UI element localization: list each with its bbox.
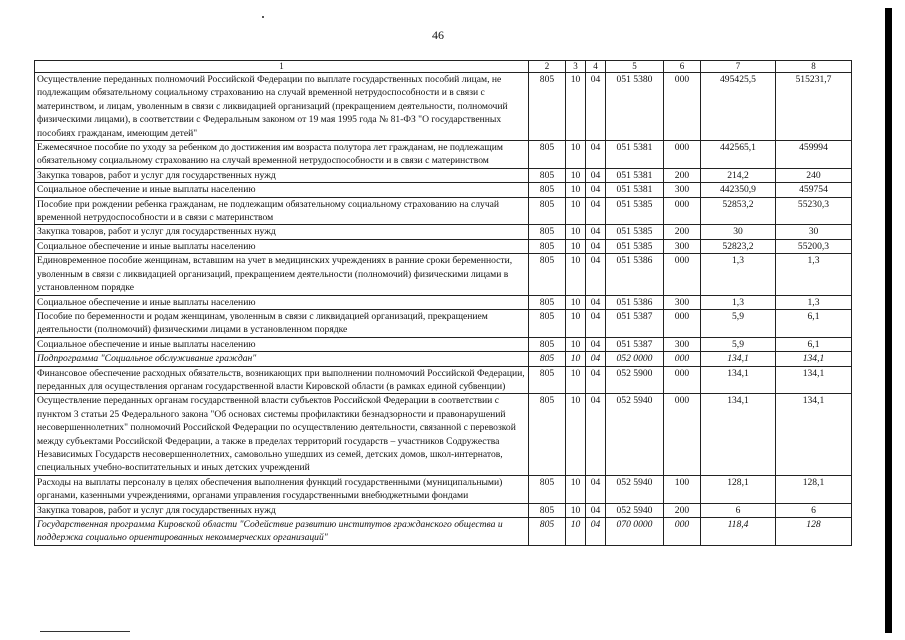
target-article-cell: 051 5387 bbox=[606, 337, 664, 351]
section-cell: 10 bbox=[566, 254, 586, 295]
amount-2015-cell: 30 bbox=[776, 225, 852, 239]
amount-2014-cell: 128,1 bbox=[701, 475, 776, 503]
expense-type-cell: 300 bbox=[664, 337, 701, 351]
subsection-cell: 04 bbox=[586, 225, 606, 239]
amount-2015-cell: 1,3 bbox=[776, 254, 852, 295]
expense-type-cell: 000 bbox=[664, 197, 701, 225]
subsection-cell: 04 bbox=[586, 197, 606, 225]
expense-type-cell: 200 bbox=[664, 168, 701, 182]
row-name-cell: Закупка товаров, работ и услуг для государственных нужд bbox=[35, 225, 529, 239]
target-article-cell: 052 0000 bbox=[606, 352, 664, 366]
amount-2014-cell: 134,1 bbox=[701, 394, 776, 475]
amount-2014-cell: 214,2 bbox=[701, 168, 776, 182]
section-cell: 10 bbox=[566, 239, 586, 253]
table-row bbox=[35, 503, 852, 517]
amount-2014-cell: 442350,9 bbox=[701, 183, 776, 197]
expense-type-cell: 300 bbox=[664, 295, 701, 309]
admin-code-cell: 805 bbox=[529, 394, 566, 475]
table-row bbox=[35, 168, 852, 182]
amount-2015-cell: 55200,3 bbox=[776, 239, 852, 253]
amount-2014-cell: 1,3 bbox=[701, 254, 776, 295]
row-name-cell: Подпрограмма "Социальное обслуживание граждан" bbox=[35, 352, 529, 366]
section-cell: 10 bbox=[566, 168, 586, 182]
amount-2014-cell: 134,1 bbox=[701, 352, 776, 366]
expense-type-cell: 100 bbox=[664, 475, 701, 503]
table-row bbox=[35, 337, 852, 351]
amount-2015-cell: 1,3 bbox=[776, 295, 852, 309]
target-article-cell: 052 5940 bbox=[606, 475, 664, 503]
amount-2015-cell: 134,1 bbox=[776, 366, 852, 394]
admin-code-cell: 805 bbox=[529, 73, 566, 141]
table-row bbox=[35, 309, 852, 337]
admin-code-cell: 805 bbox=[529, 366, 566, 394]
amount-2014-cell: 134,1 bbox=[701, 366, 776, 394]
row-name-cell: Социальное обеспечение и иные выплаты населению bbox=[35, 239, 529, 253]
target-article-cell: 070 0000 bbox=[606, 518, 664, 546]
amount-2014-cell: 495425,5 bbox=[701, 73, 776, 141]
amount-2014-cell: 118,4 bbox=[701, 518, 776, 546]
expense-type-cell: 000 bbox=[664, 141, 701, 169]
column-header: 6 bbox=[664, 61, 701, 73]
subsection-cell: 04 bbox=[586, 309, 606, 337]
subsection-cell: 04 bbox=[586, 141, 606, 169]
admin-code-cell: 805 bbox=[529, 197, 566, 225]
column-header: 5 bbox=[606, 61, 664, 73]
column-header: 1 bbox=[35, 61, 529, 73]
column-header: 8 bbox=[776, 61, 852, 73]
section-cell: 10 bbox=[566, 475, 586, 503]
row-name-cell: Государственная программа Кировской области "Содействие развитию институтов гражданского общества и поддержка социально ориентированных некоммерческих организаций" bbox=[35, 518, 529, 546]
amount-2014-cell: 6 bbox=[701, 503, 776, 517]
section-cell: 10 bbox=[566, 518, 586, 546]
expense-type-cell: 000 bbox=[664, 309, 701, 337]
target-article-cell: 051 5380 bbox=[606, 73, 664, 141]
section-cell: 10 bbox=[566, 295, 586, 309]
column-number-row bbox=[35, 61, 852, 73]
admin-code-cell: 805 bbox=[529, 352, 566, 366]
amount-2015-cell: 6,1 bbox=[776, 337, 852, 351]
column-header: 7 bbox=[701, 61, 776, 73]
amount-2015-cell: 55230,3 bbox=[776, 197, 852, 225]
subsection-cell: 04 bbox=[586, 295, 606, 309]
budget-table bbox=[34, 60, 852, 546]
amount-2015-cell: 240 bbox=[776, 168, 852, 182]
admin-code-cell: 805 bbox=[529, 239, 566, 253]
expense-type-cell: 000 bbox=[664, 518, 701, 546]
subsection-cell: 04 bbox=[586, 503, 606, 517]
row-name-cell: Единовременное пособие женщинам, вставшим на учет в медицинских учреждениях в ранние сроки беременности, уволенным в связи с ликвидацией организаций, прекращением деятельности (полномочий) физическими лицами в установленном порядке bbox=[35, 254, 529, 295]
table-row bbox=[35, 518, 852, 546]
admin-code-cell: 805 bbox=[529, 295, 566, 309]
table-row bbox=[35, 197, 852, 225]
target-article-cell: 051 5386 bbox=[606, 295, 664, 309]
section-cell: 10 bbox=[566, 503, 586, 517]
subsection-cell: 04 bbox=[586, 254, 606, 295]
section-cell: 10 bbox=[566, 366, 586, 394]
section-cell: 10 bbox=[566, 394, 586, 475]
amount-2015-cell: 515231,7 bbox=[776, 73, 852, 141]
row-name-cell: Финансовое обеспечение расходных обязательств, возникающих при выполнении полномочий Российской Федерации, переданных для осуществления органам государственной власти Кировской области (в рамках единой субвенции) bbox=[35, 366, 529, 394]
section-cell: 10 bbox=[566, 141, 586, 169]
row-name-cell: Осуществление переданных полномочий Российской Федерации по выплате государственных пособий лицам, не подлежащим обязательному социальному страхованию на случай временной нетрудоспособности и в связи с материнством, и лицам, уволенным в связи с ликвидацией организаций (прекращением деятельности, полномочий физическими лицами), в соответствии с Федеральным законом от 19 мая 1995 года № 81-ФЗ "О государственных пособиях гражданам, имеющим детей" bbox=[35, 73, 529, 141]
target-article-cell: 051 5381 bbox=[606, 141, 664, 169]
table-row bbox=[35, 225, 852, 239]
section-cell: 10 bbox=[566, 73, 586, 141]
expense-type-cell: 000 bbox=[664, 73, 701, 141]
target-article-cell: 051 5381 bbox=[606, 183, 664, 197]
section-cell: 10 bbox=[566, 225, 586, 239]
admin-code-cell: 805 bbox=[529, 309, 566, 337]
amount-2014-cell: 30 bbox=[701, 225, 776, 239]
section-cell: 10 bbox=[566, 337, 586, 351]
amount-2014-cell: 52853,2 bbox=[701, 197, 776, 225]
row-name-cell: Расходы на выплаты персоналу в целях обеспечения выполнения функций государственными (муниципальными) органами, казенными учреждениями, органами управления государственными внебюджетными фондами bbox=[35, 475, 529, 503]
table-row bbox=[35, 183, 852, 197]
section-cell: 10 bbox=[566, 352, 586, 366]
scan-edge-bar bbox=[885, 8, 892, 633]
amount-2015-cell: 128 bbox=[776, 518, 852, 546]
table-row bbox=[35, 352, 852, 366]
admin-code-cell: 805 bbox=[529, 168, 566, 182]
table-row bbox=[35, 366, 852, 394]
row-name-cell: Социальное обеспечение и иные выплаты населению bbox=[35, 337, 529, 351]
admin-code-cell: 805 bbox=[529, 503, 566, 517]
column-header: 2 bbox=[529, 61, 566, 73]
admin-code-cell: 805 bbox=[529, 141, 566, 169]
expense-type-cell: 000 bbox=[664, 254, 701, 295]
subsection-cell: 04 bbox=[586, 475, 606, 503]
admin-code-cell: 805 bbox=[529, 518, 566, 546]
row-name-cell: Ежемесячное пособие по уходу за ребенком до достижения им возраста полутора лет гражданам, не подлежащим обязательному социальному страхованию на случай временной нетрудоспособности и в связи с материнством bbox=[35, 141, 529, 169]
row-name-cell: Закупка товаров, работ и услуг для государственных нужд bbox=[35, 503, 529, 517]
subsection-cell: 04 bbox=[586, 518, 606, 546]
subsection-cell: 04 bbox=[586, 366, 606, 394]
amount-2015-cell: 459754 bbox=[776, 183, 852, 197]
target-article-cell: 051 5385 bbox=[606, 197, 664, 225]
expense-type-cell: 200 bbox=[664, 225, 701, 239]
subsection-cell: 04 bbox=[586, 337, 606, 351]
amount-2015-cell: 459994 bbox=[776, 141, 852, 169]
table-row bbox=[35, 254, 852, 295]
amount-2014-cell: 52823,2 bbox=[701, 239, 776, 253]
table-row bbox=[35, 141, 852, 169]
subsection-cell: 04 bbox=[586, 73, 606, 141]
column-header: 3 bbox=[566, 61, 586, 73]
section-cell: 10 bbox=[566, 197, 586, 225]
target-article-cell: 052 5900 bbox=[606, 366, 664, 394]
amount-2014-cell: 5,9 bbox=[701, 309, 776, 337]
subsection-cell: 04 bbox=[586, 394, 606, 475]
expense-type-cell: 000 bbox=[664, 352, 701, 366]
amount-2015-cell: 6 bbox=[776, 503, 852, 517]
expense-type-cell: 300 bbox=[664, 183, 701, 197]
expense-type-cell: 000 bbox=[664, 366, 701, 394]
amount-2015-cell: 128,1 bbox=[776, 475, 852, 503]
target-article-cell: 051 5387 bbox=[606, 309, 664, 337]
amount-2014-cell: 1,3 bbox=[701, 295, 776, 309]
admin-code-cell: 805 bbox=[529, 475, 566, 503]
subsection-cell: 04 bbox=[586, 352, 606, 366]
row-name-cell: Пособие по беременности и родам женщинам, уволенным в связи с ликвидацией организаций, прекращением деятельности (полномочий) физическими лицами в установленном порядке bbox=[35, 309, 529, 337]
target-article-cell: 051 5385 bbox=[606, 239, 664, 253]
amount-2015-cell: 6,1 bbox=[776, 309, 852, 337]
amount-2015-cell: 134,1 bbox=[776, 394, 852, 475]
amount-2014-cell: 442565,1 bbox=[701, 141, 776, 169]
row-name-cell: Социальное обеспечение и иные выплаты населению bbox=[35, 183, 529, 197]
expense-type-cell: 300 bbox=[664, 239, 701, 253]
table-row bbox=[35, 394, 852, 475]
target-article-cell: 051 5385 bbox=[606, 225, 664, 239]
admin-code-cell: 805 bbox=[529, 225, 566, 239]
table-row bbox=[35, 239, 852, 253]
table-row bbox=[35, 295, 852, 309]
target-article-cell: 051 5386 bbox=[606, 254, 664, 295]
admin-code-cell: 805 bbox=[529, 337, 566, 351]
table-row bbox=[35, 73, 852, 141]
row-name-cell: Пособие при рождении ребенка гражданам, не подлежащим обязательному социальному страхованию на случай временной нетрудоспособности и в связи с материнством bbox=[35, 197, 529, 225]
scan-speck bbox=[262, 16, 264, 18]
row-name-cell: Осуществление переданных органам государственной власти субъектов Российской Федерации в соответствии с пунктом 3 статьи 25 Федерального закона "Об основах системы профилактики безнадзорности и правонарушений несовершеннолетних" полномочий Российской Федерации по осуществлению деятельности, связанной с перевозкой между субъектами Российской Федерации, а также в пределах территорий государств – участников Содружества Независимых Государств несовершеннолетних, самовольно ушедших из семей, детских домов, школ-интернатов, специальных учебно-воспитательных и иных детских учреждений bbox=[35, 394, 529, 475]
admin-code-cell: 805 bbox=[529, 183, 566, 197]
subsection-cell: 04 bbox=[586, 239, 606, 253]
amount-2014-cell: 5,9 bbox=[701, 337, 776, 351]
expense-type-cell: 000 bbox=[664, 394, 701, 475]
row-name-cell: Закупка товаров, работ и услуг для государственных нужд bbox=[35, 168, 529, 182]
footer-line bbox=[40, 631, 130, 632]
target-article-cell: 052 5940 bbox=[606, 503, 664, 517]
page-number: 46 bbox=[432, 28, 444, 42]
section-cell: 10 bbox=[566, 309, 586, 337]
amount-2015-cell: 134,1 bbox=[776, 352, 852, 366]
admin-code-cell: 805 bbox=[529, 254, 566, 295]
column-header: 4 bbox=[586, 61, 606, 73]
target-article-cell: 052 5940 bbox=[606, 394, 664, 475]
expense-type-cell: 200 bbox=[664, 503, 701, 517]
table-row bbox=[35, 475, 852, 503]
row-name-cell: Социальное обеспечение и иные выплаты населению bbox=[35, 295, 529, 309]
target-article-cell: 051 5381 bbox=[606, 168, 664, 182]
section-cell: 10 bbox=[566, 183, 586, 197]
subsection-cell: 04 bbox=[586, 168, 606, 182]
subsection-cell: 04 bbox=[586, 183, 606, 197]
